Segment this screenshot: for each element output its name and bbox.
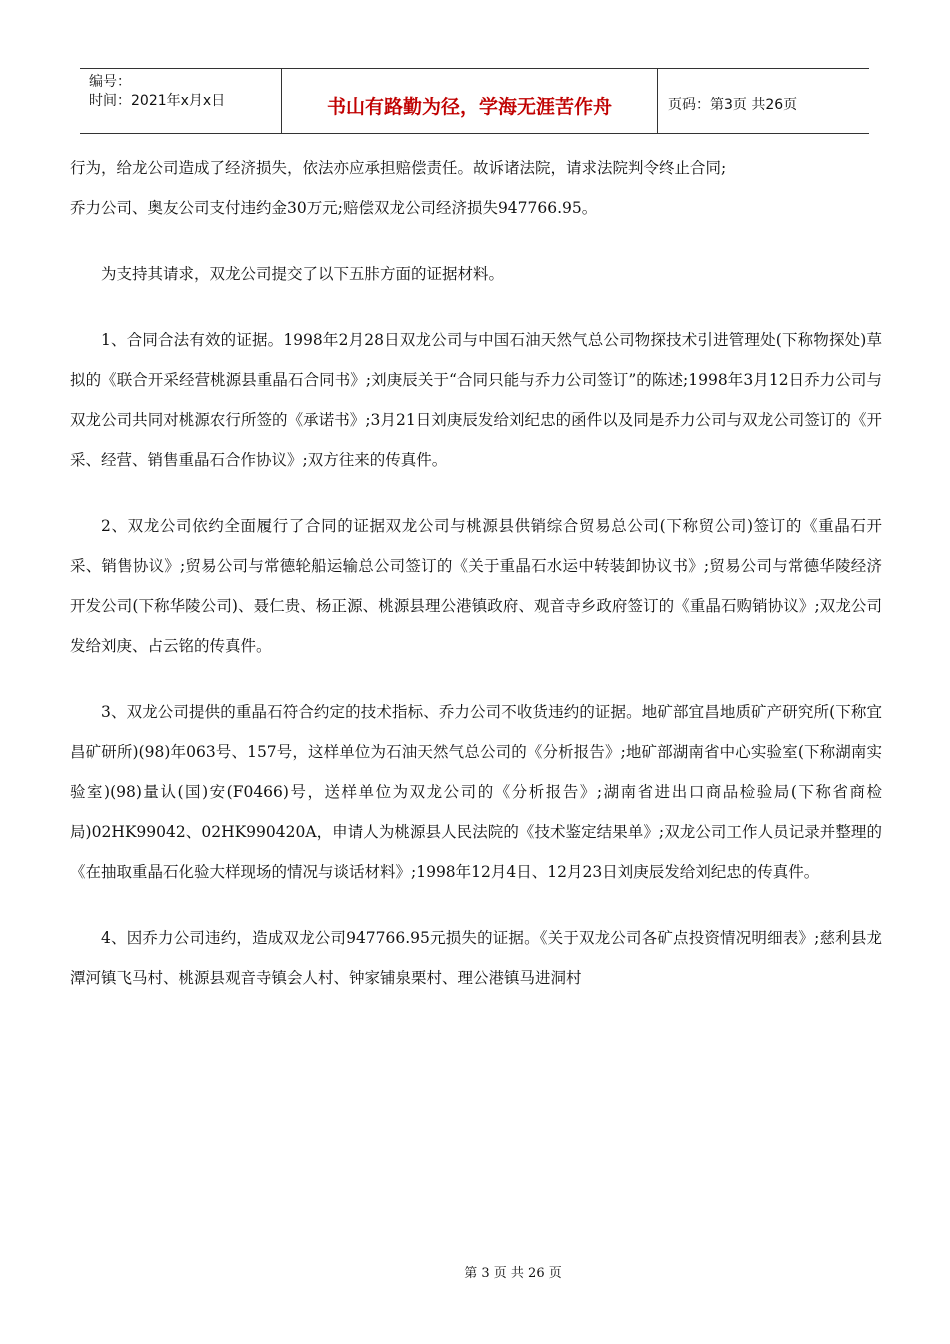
page-header (80, 68, 869, 134)
number-label: 编号： (89, 74, 131, 90)
header-page-label: 页码：第3页 共26页 (668, 97, 798, 113)
paragraph-evidence-4: 4、因乔力公司违约，造成双龙公司947766.95元损失的证据。《关于双龙公司各矿点投资情况明细表》;慈利县龙潭河镇飞马村、桃源县观音寺镇会人村、钟家铺泉栗村、理公港镇马进洞村 (70, 929, 882, 987)
paragraph-continuation-line2: 乔力公司、奥友公司支付违约金30万元;赔偿双龙公司经济损失947766.95。 (70, 199, 598, 217)
header-meta (80, 69, 282, 133)
paragraph-evidence-3: 3、双龙公司提供的重晶石符合约定的技术指标、乔力公司不收货违约的证据。地矿部宜昌地质矿产研究所(下称宜昌矿研所)(98)年063号、157号，这样单位为石油天然气总公司的《分析报告》;地矿部湖南省中心实验室(下称湖南实验室)(98)量认(国)安(F0466)号，送样单位为双龙公司的《分析报告》;湖南省进出口商品检验局(下称省商检局)02HK99042、02HK990420A，申请人为桃源县人民法院的《技术鉴定结果单》;双龙公司工作人员记录并整理的《在抽取重晶石化验大样现场的情况与谈话材料》;1998年12月4日、12月23日刘庚辰发给刘纪忠的传真件。 (70, 703, 882, 881)
paragraph-continuation-line1: 行为，给龙公司造成了经济损失，依法亦应承担赔偿责任。故诉诸法院，请求法院判令终止合同; (70, 159, 727, 177)
header-motto: 书山有路勤为径，学海无涯苦作舟 (282, 69, 658, 133)
page-footer: 第 3 页 共 26 页 (464, 1266, 562, 1281)
document-body (70, 148, 882, 998)
paragraph-evidence-2: 2、双龙公司依约全面履行了合同的证据双龙公司与桃源县供销综合贸易总公司(下称贸公司)签订的《重晶石开采、销售协议》;贸易公司与常德轮船运输总公司签订的《关于重晶石水运中转装卸协议书》;贸易公司与常德华陵经济开发公司(下称华陵公司)、聂仁贵、杨正源、桃源县理公港镇政府、观音寺乡政府签订的《重晶石购销协议》;双龙公司发给刘庚、占云铭的传真件。 (70, 517, 882, 655)
time-label: 时间：2021年x月x日 (89, 93, 226, 109)
paragraph-evidence-intro: 为支持其请求，双龙公司提交了以下五胩方面的证据材料。 (101, 265, 505, 283)
paragraph-evidence-1: 1、合同合法有效的证据。1998年2月28日双龙公司与中国石油天然气总公司物探技术引进管理处(下称物探处)草拟的《联合开采经营桃源县重晶石合同书》;刘庚辰关于“合同只能与乔力公司签订”的陈述;1998年3月12日乔力公司与双龙公司共同对桃源农行所签的《承诺书》;3月21日刘庚辰发给刘纪忠的函件以及同是乔力公司与双龙公司签订的《开采、经营、销售重晶石合作协议》;双方往来的传真件。 (70, 331, 882, 469)
